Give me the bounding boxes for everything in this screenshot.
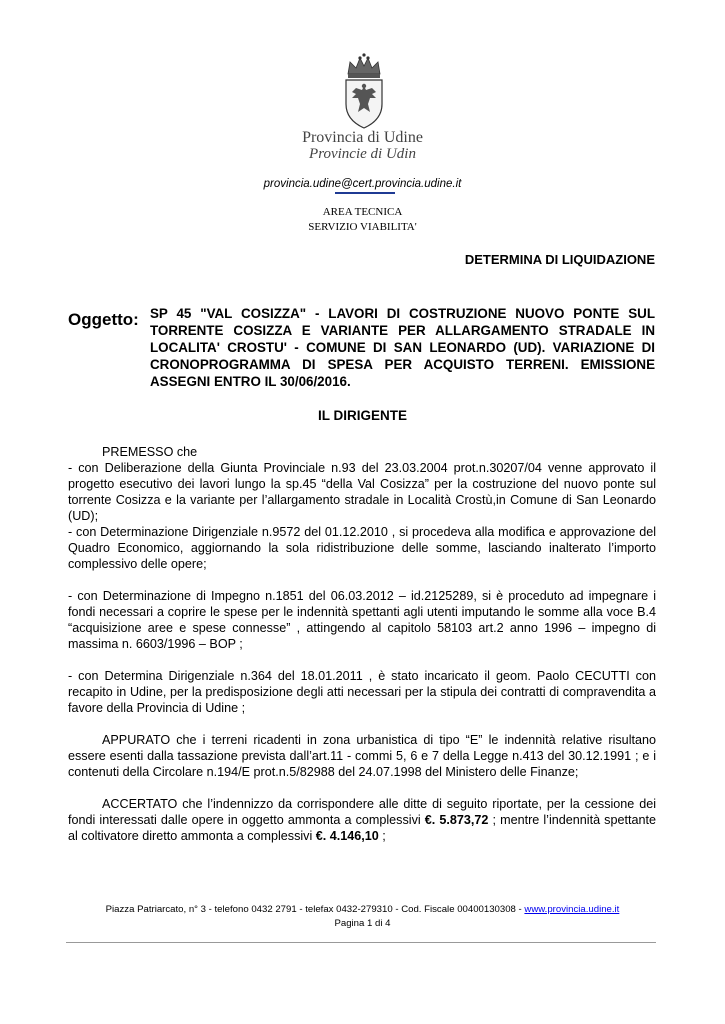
subject-text: SP 45 "VAL COSIZZA" - LAVORI DI COSTRUZIONE NUOVO PONTE SUL TORRENTE COSIZZA E VARIANTE PER ALLARGAMENTO STRADALE IN LOCALITA' CROSTU' - COMUNE DI SAN LEONARDO (UD). VARIAZIONE DI CRONOPROGRAMMA DI SPESA PER ACQUISTO TERRENI. EMISSIONE ASSEGNI ENTRO IL 30/06/2016.: [150, 306, 655, 389]
document-type-title: DETERMINA DI LIQUIDAZIONE: [464, 252, 655, 267]
area-label: AREA TECNICA: [322, 206, 403, 218]
province-name: Provincia di Udine: [302, 129, 423, 146]
paragraph-appurato: APPURATO che i terreni ricadenti in zona urbanistica di tipo “E” le indennità relative risultano essere esenti dalla tassazione prevista dall’art.11 - commi 5, 6 e 7 della Legge n.413 del 30.12.1991 ; e i contenuti della Circolare n.194/E prot.n.5/82988 del 24.07.1998 del Ministero delle Finanze;: [68, 733, 656, 779]
service-label: SERVIZIO VIABILITA': [308, 221, 417, 233]
amount-owners: €. 5.873,72: [424, 813, 489, 827]
header-divider: [335, 192, 395, 194]
premesso-line: PREMESSO che: [102, 445, 198, 459]
province-name-friulian: Provincie di Udin: [309, 146, 416, 162]
paragraph-determinazione-dirigenziale: - con Determinazione Dirigenziale n.9572 del 01.12.2010 , si procedeva alla modifica e approvazione del Quadro Economico, aggiornando la sola ridistribuzione delle somme, lasciando inalterato l’importo complessivo delle opere;: [68, 525, 656, 571]
subject-label: Oggetto:: [68, 310, 139, 329]
section-heading: IL DIRIGENTE: [317, 408, 407, 423]
accertato-text-end: ;: [378, 829, 386, 843]
paragraph-deliberazione: - con Deliberazione della Giunta Provinciale n.93 del 23.03.2004 prot.n.30207/04 venne approvato il progetto esecutivo dei lavori lungo la sp.45 “della Val Cosizza” per la costruzione del nuovo ponte sul torrente Cosizza e la variante per l’allargamento stradale in Località Crostù,in Comune di San Leonardo (UD);: [68, 461, 656, 523]
footer-address-line: [0, 903, 725, 917]
footer: [0, 903, 725, 931]
paragraph-accertato: [68, 796, 656, 844]
department-block: [0, 205, 725, 235]
accertato-text-start: ACCERTATO che l’indennizzo da corrispondere alle ditte di seguito riportate, per la cessione dei fondi interessati dalle opere in oggetto ammonta a complessivi: [68, 797, 656, 827]
certified-email: provincia.udine@cert.provincia.udine.it: [263, 178, 462, 190]
footer-divider: [66, 942, 656, 943]
document-body: [68, 444, 656, 844]
province-crest-icon: [336, 52, 392, 130]
page-number: Pagina 1 di 4: [334, 918, 391, 929]
paragraph-determina-incarico: - con Determina Dirigenziale n.364 del 18.01.2011 , è stato incaricato il geom. Paolo CECUTTI con recapito in Udine, per la predisposizione degli atti necessari per la stipula dei contratti di compravendita a favore della Provincia di Udine ;: [68, 669, 656, 715]
paragraph-determinazione-impegno: - con Determinazione di Impegno n.1851 del 06.03.2012 – id.2125289, si è proceduto ad impegnare i fondi necessari a coprire le spese per le indennità spettanti agli utenti imputando le somme alla voce B.4 “acquisizione aree e spese connesse” , attingendo al capitolo 58103 art.2 anno 1996 – impegno di massima n. 6603/1996 – BOP ;: [68, 589, 656, 651]
footer-website-link[interactable]: www.provincia.udine.it: [524, 904, 620, 915]
amount-farmer: €. 4.146,10: [315, 829, 379, 843]
footer-address: Piazza Patriarcato, n° 3 - telefono 0432 2791 - telefax 0432-279310 - Cod. Fiscale 00400130308 -: [105, 904, 525, 915]
accertato-text-mid: ; mentre l’indennità spettante al coltivatore diretto ammonta a complessivi: [68, 813, 656, 843]
